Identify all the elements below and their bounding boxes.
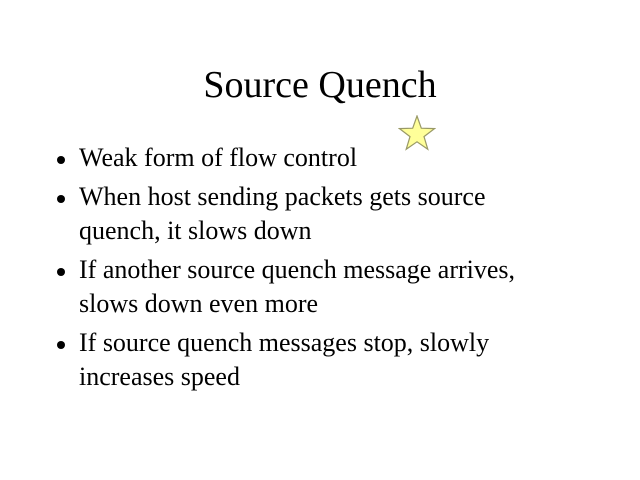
slide-title: Source Quench bbox=[203, 64, 437, 106]
bullet-item bbox=[54, 326, 594, 394]
bullet-text-line: If source quench messages stop, slowly bbox=[79, 328, 490, 357]
bullet-text-line: slows down even more bbox=[79, 289, 319, 318]
bullet-list bbox=[54, 141, 594, 399]
bullet-dot-icon bbox=[57, 268, 65, 276]
bullet-item bbox=[54, 253, 594, 321]
bullet-text-line: If another source quench message arrives, bbox=[79, 255, 516, 284]
bullet-text-line: When host sending packets gets source bbox=[79, 182, 486, 211]
bullet-item bbox=[54, 141, 594, 175]
bullet-item bbox=[54, 180, 594, 248]
bullet-dot-icon bbox=[57, 195, 65, 203]
bullet-text-line: Weak form of flow control bbox=[79, 143, 358, 172]
bullet-dot-icon bbox=[57, 156, 65, 164]
bullet-text-line: quench, it slows down bbox=[79, 216, 312, 245]
bullet-dot-icon bbox=[57, 341, 65, 349]
bullet-text-line: increases speed bbox=[79, 362, 240, 391]
